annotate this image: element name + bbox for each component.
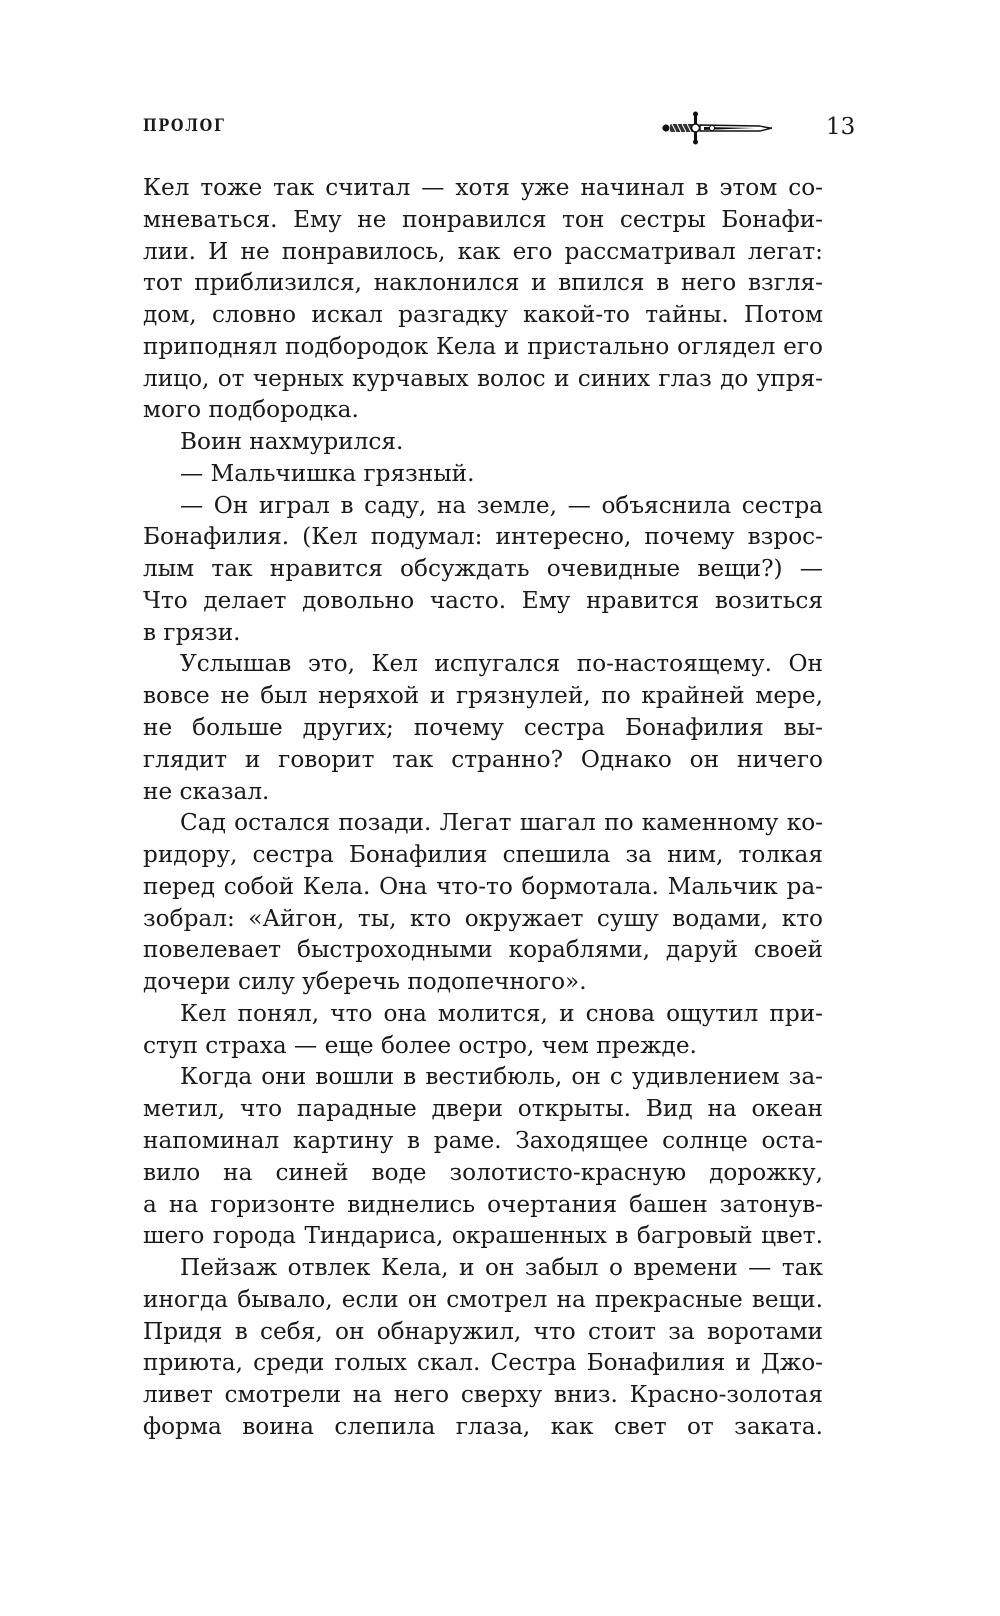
text-line: ридору, сестра Бонафилия спешила за ним, толкая xyxy=(143,841,823,869)
text-line: напоминал картину в раме. Заходящее солнце оста- xyxy=(143,1126,823,1154)
text-line: вило на синей воде золотисто-красную дорожку, xyxy=(143,1158,823,1186)
text-line: не сказал. xyxy=(143,777,270,805)
text-line: дочери силу уберечь подопечного». xyxy=(143,968,587,996)
text-line: в грязи. xyxy=(143,618,241,646)
running-header-title: ПРОЛОГ xyxy=(143,116,226,136)
text-line: тот приблизился, наклонился и впился в него взгля- xyxy=(143,269,823,297)
text-line: глядит и говорит так странно? Однако он ничего xyxy=(143,745,823,773)
text-line: шего города Тиндариса, окрашенных в багровый цвет. xyxy=(143,1222,823,1250)
page-number: 13 xyxy=(826,114,856,140)
text-line: Сад остался позади. Легат шагал по каменному ко- xyxy=(180,809,823,837)
text-line: зобрал: «Айгон, ты, кто окружает сушу водами, кто xyxy=(143,904,823,932)
text-line: Когда они вошли в вестибюль, он с удивлением за- xyxy=(180,1063,823,1091)
text-line: ливет смотрели на него сверху вниз. Красно-золотая xyxy=(143,1381,823,1409)
text-line: Пейзаж отвлек Кела, и он забыл о времени — так xyxy=(180,1254,823,1282)
text-line: — Он играл в саду, на земле, — объяснила сестра xyxy=(180,491,823,519)
text-line: Кел тоже так считал — хотя уже начинал в этом со- xyxy=(143,174,823,201)
text-line: лым так нравится обсуждать очевидные вещи?) — xyxy=(143,555,823,583)
text-line: Услышав это, Кел испугался по-настоящему. Он xyxy=(180,650,823,678)
text-line: — Мальчишка грязный. xyxy=(180,459,475,487)
text-line: дом, словно искал разгадку какой-то тайны. Потом xyxy=(143,301,823,329)
dagger-icon xyxy=(660,110,772,146)
text-line: мневаться. Ему не понравился тон сестры Бонафи- xyxy=(143,205,823,233)
text-line: Что делает довольно часто. Ему нравится возиться xyxy=(143,586,823,614)
text-line: ступ страха — еще более остро, чем прежде. xyxy=(143,1031,697,1059)
text-line: Бонафилия. (Кел подумал: интересно, почему взрос- xyxy=(143,523,823,551)
text-line: метил, что парадные двери открыты. Вид на океан xyxy=(143,1095,823,1123)
text-line: повелевает быстроходными кораблями, даруй своей xyxy=(143,936,823,964)
text-line: приподнял подбородок Кела и пристально оглядел его xyxy=(143,332,823,360)
text-line: лицо, от черных курчавых волос и синих глаз до упря- xyxy=(143,364,823,392)
text-line: Воин нахмурился. xyxy=(180,428,404,456)
text-line: а на горизонте виднелись очертания башен затонув- xyxy=(143,1190,823,1218)
text-line: Кел понял, что она молится, и снова ощутил при- xyxy=(180,999,823,1027)
text-line: не больше других; почему сестра Бонафилия вы- xyxy=(143,714,823,742)
text-line: иногда бывало, если он смотрел на прекрасные вещи. xyxy=(143,1285,823,1313)
text-line: Придя в себя, он обнаружил, что стоит за воротами xyxy=(143,1317,823,1345)
text-line: лии. И не понравилось, как его рассматривал легат: xyxy=(143,237,823,265)
text-line: приюта, среди голых скал. Сестра Бонафилия и Джо- xyxy=(143,1349,823,1377)
text-line: форма воина слепила глаза, как свет от заката. xyxy=(143,1412,823,1440)
body-text xyxy=(143,172,823,1443)
text-line: мого подбородка. xyxy=(143,396,359,424)
text-line: перед собой Кела. Она что-то бормотала. Мальчик ра- xyxy=(143,872,823,900)
text-line: вовсе не был неряхой и грязнулей, по крайней мере, xyxy=(143,682,823,710)
